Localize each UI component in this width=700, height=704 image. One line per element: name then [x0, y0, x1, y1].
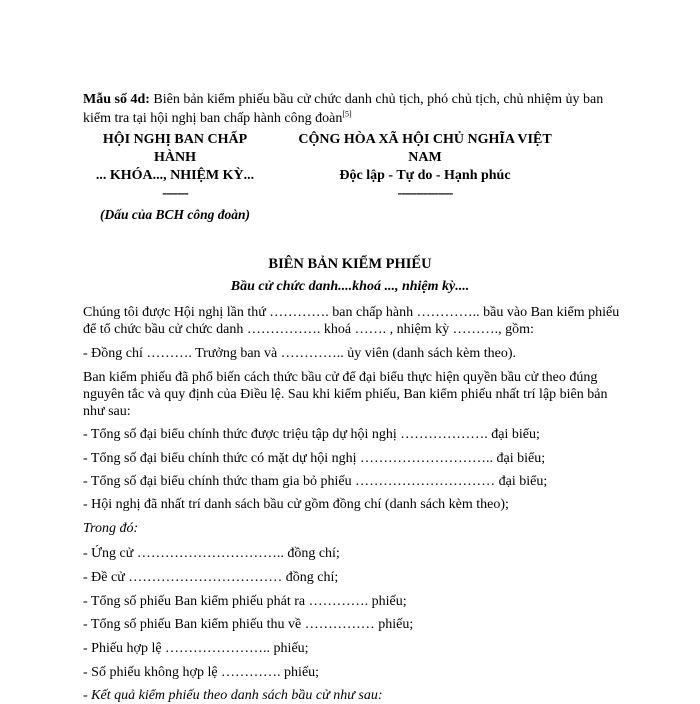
header-right [285, 131, 565, 203]
header-left [80, 131, 270, 203]
list-item: - Tổng số đại biểu chính thức tham gia bỏ phiếu ………………………… đại biểu; [83, 474, 548, 489]
list-item: - Tổng số phiếu Ban kiểm phiếu thu về …………… phiếu; [83, 617, 414, 632]
national-motto: Độc lập - Tự do - Hạnh phúc [339, 168, 511, 183]
committee-line: - Đồng chí ………. Trưởng ban và ………….. ủy viên (danh sách kèm theo). [83, 346, 516, 361]
form-number: Mẫu số 4d: [83, 92, 150, 107]
form-intro [83, 90, 623, 128]
left-divider: ------- [162, 186, 188, 201]
right-divider: --------------- [397, 186, 453, 201]
list-item: - Đề cử …………………………… đồng chí; [83, 570, 339, 585]
list-item: - Tổng số phiếu Ban kiểm phiếu phát ra …………. phiếu; [83, 594, 407, 609]
national-title-line1: CỘNG HÒA XÃ HỘI CHỦ NGHĨA VIỆT [298, 132, 552, 147]
list-item: - Kết quả kiểm phiếu theo danh sách bầu cử như sau: [83, 688, 383, 703]
stamp-note: (Dấu của BCH công đoàn) [99, 207, 251, 222]
list-item: - Tổng số đại biểu chính thức được triệu tập dự hội nghị ………………. đại biểu; [83, 427, 540, 442]
list-item: - Phiếu hợp lệ ………………….. phiếu; [83, 641, 309, 656]
org-name-line1: HỘI NGHỊ BAN CHẤP [102, 132, 248, 147]
list-item: - Tổng số đại biểu chính thức có mặt dự hội nghị ……………………….. đại biểu; [83, 451, 546, 466]
document-subtitle: Bầu cử chức danh....khoá ..., nhiệm kỳ.... [230, 279, 470, 294]
form-description: Biên bản kiểm phiếu bầu cử chức danh chủ tịch, phó chủ tịch, chủ nhiệm ủy ban kiểm tra tại hội nghị ban chấp hành công đoàn [83, 92, 604, 126]
org-name-line2: HÀNH [154, 150, 196, 165]
list-item: - Hội nghị đã nhất trí danh sách bầu cử gồm đồng chí (danh sách kèm theo); [83, 497, 509, 512]
list-item: - Ứng cử ………………………….. đồng chí; [83, 546, 340, 561]
list-item: - Số phiếu không hợp lệ …………. phiếu; [83, 665, 320, 680]
national-title-line2: NAM [408, 150, 442, 165]
term-line: ... KHÓA..., NHIỆM KỲ... [95, 168, 255, 183]
document-title: BIÊN BẢN KIỂM PHIẾU [268, 256, 432, 272]
trong-do-label: Trong đó: [83, 521, 139, 536]
paragraph-1: Chúng tôi được Hội nghị lần thứ …………. ban chấp hành ………….. bầu vào Ban kiểm phiếu để tổ chức bầu cử chức danh ……………. khoá ……. , nhiệm kỳ ………., gồm: [83, 305, 620, 337]
footnote-ref[interactable]: [5] [342, 109, 352, 119]
paragraph-3: Ban kiểm phiếu đã phổ biến cách thức bầu cử để đại biểu thực hiện quyền bầu cử theo đúng nguyên tắc và quy định của Điều lệ. Sau khi kiểm phiếu, Ban kiểm phiếu nhất trí lập biên bản như sau: [83, 370, 608, 419]
